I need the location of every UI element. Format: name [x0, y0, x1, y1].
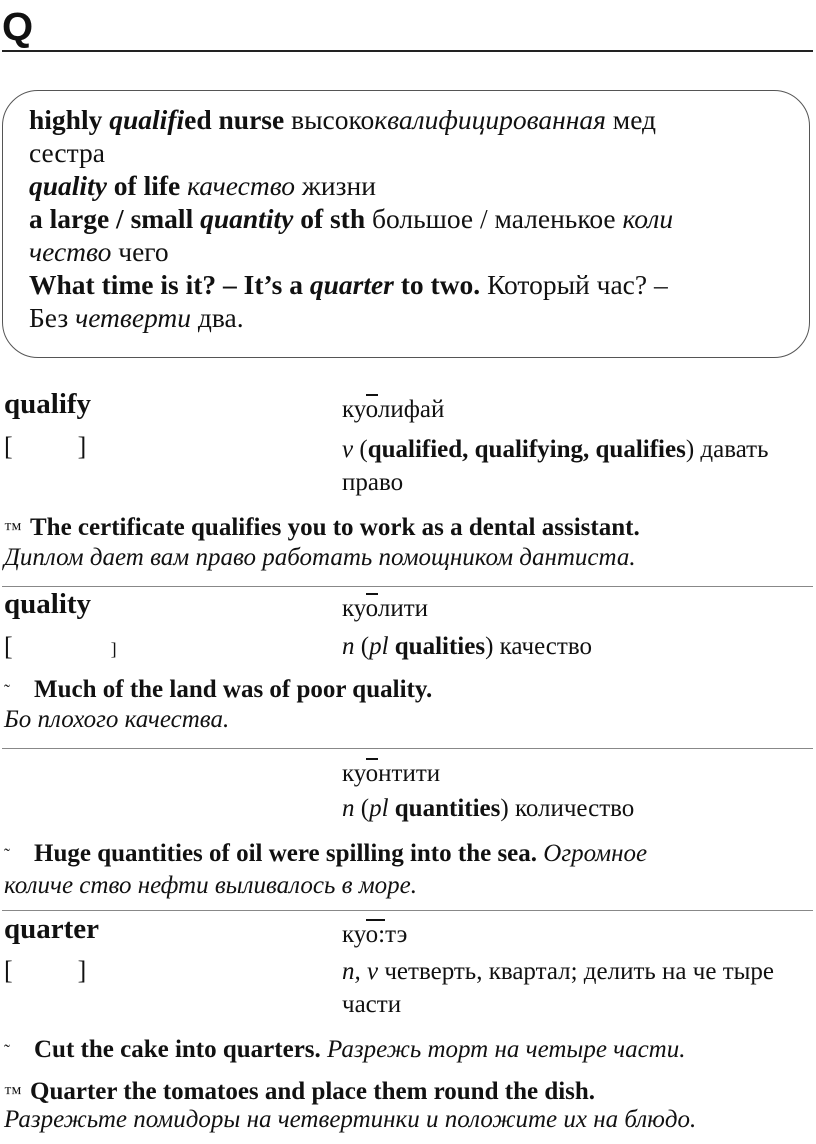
- headword-quality: quality: [4, 588, 92, 620]
- phrase-line: [29, 136, 791, 169]
- example-marker: ˜: [4, 681, 10, 701]
- phrase-fragment: highly: [29, 104, 110, 135]
- example-quantity: ˜ Huge quantities of oil were spilling into the sea. Огромное: [4, 838, 810, 871]
- phrase-fragment: a large / small: [29, 203, 201, 234]
- translation-quantity: количе ство нефти выливалось в море.: [4, 872, 418, 899]
- phrase-line: [29, 235, 791, 268]
- phrase-fragment: жизни: [295, 170, 376, 201]
- phrase-fragment: большое / маленькое: [365, 203, 623, 234]
- translation-quarter-2: Разрежьте помидоры на четвертинки и положите их на блюдо.: [4, 1106, 697, 1133]
- phrase-fragment: quality: [29, 170, 107, 201]
- phrase-fragment: чество: [29, 236, 112, 267]
- example-marker: ˜: [4, 845, 10, 865]
- pronunciation-quantity: куонтити: [342, 760, 441, 787]
- example-marker: ™: [4, 519, 22, 539]
- headword-quarter: quarter: [4, 913, 100, 945]
- headword-qualify: qualify: [4, 388, 92, 420]
- phrase-line: [29, 202, 791, 235]
- transcription-brackets-qualify: [ ]: [4, 432, 87, 461]
- phrase-fragment: Который час? –: [480, 269, 668, 300]
- example-marker: ™: [4, 1083, 22, 1103]
- phrase-fragment: quarter: [309, 269, 394, 300]
- phrase-line: [29, 169, 791, 202]
- phrase-fragment: quantity: [200, 203, 294, 234]
- phrase-fragment: коли: [622, 203, 674, 234]
- translation-qualify: Диплом дает вам право работать помощником дантиста.: [4, 544, 636, 571]
- phrase-fragment: Без: [29, 302, 76, 333]
- phrase-box: [2, 90, 810, 358]
- transcription-brackets-quality: [ ]: [4, 632, 117, 661]
- phrase-fragment: of life: [106, 170, 188, 201]
- example-quarter-1: ˜ Cut the cake into quarters. Разрежь торт на четыре части.: [4, 1034, 810, 1067]
- section-letter: Q: [2, 5, 34, 49]
- grammar-quantity: n (pl quantities) количество: [342, 795, 635, 822]
- grammar-quality: n (pl qualities) качество: [342, 633, 592, 660]
- phrase-fragment: четверти: [75, 302, 192, 333]
- example-quarter-2: ™ Quarter the tomatoes and place them round the dish.: [4, 1076, 810, 1109]
- pronunciation-quarter: куо:тэ: [342, 921, 408, 948]
- phrase-fragment: of sth: [293, 203, 366, 234]
- entry-divider: [2, 748, 813, 749]
- entry-divider: [2, 586, 813, 587]
- example-marker: ˜: [4, 1041, 10, 1061]
- phrase-fragment: ed nurse: [184, 104, 285, 135]
- phrase-line: [29, 268, 791, 301]
- phrase-fragment: качество: [187, 170, 296, 201]
- phrase-fragment: квалифицированная: [374, 104, 606, 135]
- example-qualify: ™ The certificate qualifies you to work as a dental assistant.: [4, 512, 810, 545]
- phrase-fragment: чего: [111, 236, 169, 267]
- heading-rule: [2, 50, 813, 52]
- phrase-fragment: высоко: [284, 104, 375, 135]
- pronunciation-quality: куолити: [342, 595, 429, 622]
- grammar-quarter: n, v четверть, квартал; делить на че тыре части: [342, 958, 775, 1018]
- entry-divider: [2, 910, 813, 911]
- translation-quality: Бо плохого качества.: [4, 706, 230, 733]
- phrase-fragment: мед: [605, 104, 657, 135]
- transcription-brackets-quarter: [ ]: [4, 956, 87, 985]
- pronunciation-qualify: куолифай: [342, 396, 445, 423]
- phrase-line: [29, 103, 791, 136]
- phrase-fragment: What time is it? – It’s a: [29, 269, 310, 300]
- grammar-qualify: v (qualified, qualifying, qualifies) давать право: [342, 436, 769, 496]
- phrase-line: [29, 301, 791, 334]
- phrase-fragment: to two.: [393, 269, 481, 300]
- example-quality: ˜ Much of the land was of poor quality.: [4, 674, 810, 707]
- phrase-fragment: два.: [191, 302, 244, 333]
- phrase-fragment: qualifi: [109, 104, 185, 135]
- phrase-fragment: сестра: [29, 137, 105, 168]
